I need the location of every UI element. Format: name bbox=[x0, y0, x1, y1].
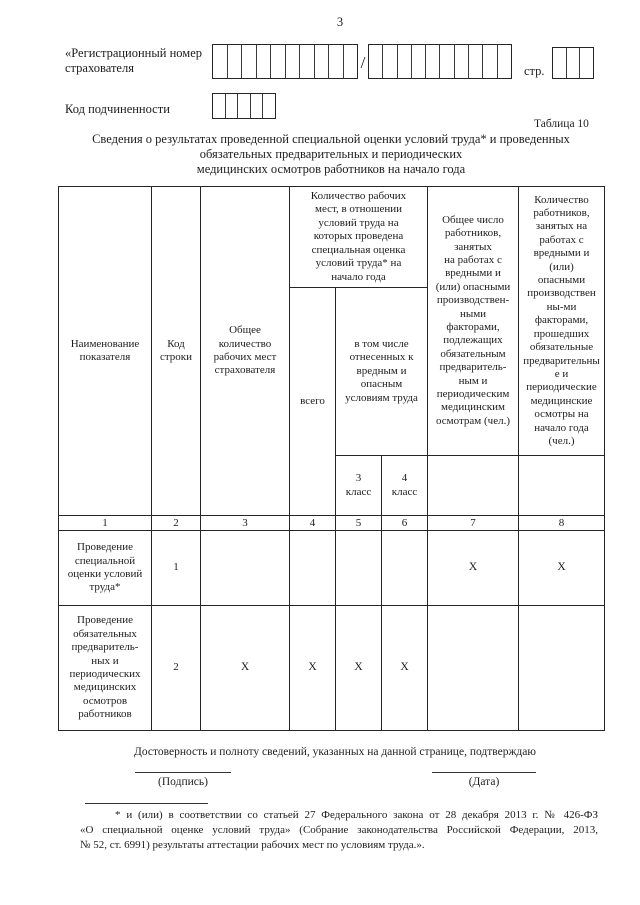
date-caption: (Дата) bbox=[468, 776, 500, 788]
registration-number-cell[interactable] bbox=[329, 45, 344, 78]
cell-assessed-total[interactable] bbox=[290, 531, 336, 606]
registration-number-cell[interactable] bbox=[257, 45, 272, 78]
registration-number-suffix-field[interactable] bbox=[368, 44, 512, 79]
registration-number-suffix-cell[interactable] bbox=[398, 45, 412, 78]
cell-class-4[interactable] bbox=[382, 531, 428, 606]
cell-class-3[interactable] bbox=[336, 531, 382, 606]
subordination-code-cell[interactable] bbox=[226, 94, 239, 118]
header-total-workplaces: Общее количество рабочих мест страхователя bbox=[201, 187, 290, 516]
row-code: 1 bbox=[152, 531, 201, 606]
header-row bbox=[59, 187, 605, 288]
registration-number-suffix-cell[interactable] bbox=[369, 45, 383, 78]
cell-class-4: Х bbox=[382, 606, 428, 731]
registration-number-cell[interactable] bbox=[228, 45, 243, 78]
subordination-code-cell[interactable] bbox=[251, 94, 264, 118]
column-number: 8 bbox=[519, 516, 605, 531]
subordination-code-cell[interactable] bbox=[213, 94, 226, 118]
subordination-code-field[interactable] bbox=[212, 93, 276, 119]
registration-number-suffix-cell[interactable] bbox=[426, 45, 440, 78]
row-name: Проведение обязательных предваритель- ных и периодических медицинских осмотров работников bbox=[59, 606, 152, 731]
column-number-row bbox=[59, 516, 605, 531]
footnote-separator bbox=[85, 803, 208, 804]
header-indicator-name: Наименование показателя bbox=[59, 187, 152, 516]
page-number: 3 bbox=[336, 15, 344, 29]
page-number-cell[interactable] bbox=[580, 48, 593, 78]
column-number: 6 bbox=[382, 516, 428, 531]
table-row bbox=[59, 531, 605, 606]
registration-number-cell[interactable] bbox=[315, 45, 330, 78]
signature-line[interactable] bbox=[135, 772, 231, 773]
header-class-4: 4 класс bbox=[382, 456, 428, 516]
column-number: 4 bbox=[290, 516, 336, 531]
footnote-line: «О специальной оценке условий труда» (Собрание законодательства Российской Федерации, 2013, bbox=[80, 824, 598, 836]
registration-number-field[interactable] bbox=[212, 44, 358, 79]
registration-number-suffix-cell[interactable] bbox=[498, 45, 511, 78]
registration-number-cell[interactable] bbox=[242, 45, 257, 78]
registration-number-cell[interactable] bbox=[344, 45, 358, 78]
header-workers-passed-exams: Количество работников, занятых на работах с вредными и (или) опасными производствен ны-ми факторами, прошедших обязательные предварительны е и периодические медицинские осмотры на начало года (чел.) bbox=[519, 187, 605, 456]
cell-total-workplaces: Х bbox=[201, 606, 290, 731]
footnote-line: № 52, ст. 6991) результаты аттестации рабочих мест по условиям труда.». bbox=[80, 839, 425, 851]
page-number-field[interactable] bbox=[552, 47, 594, 79]
row-code: 2 bbox=[152, 606, 201, 731]
row-name: Проведение специальной оценки условий труда* bbox=[59, 531, 152, 606]
registration-number-suffix-cell[interactable] bbox=[469, 45, 483, 78]
registration-number-cell[interactable] bbox=[286, 45, 301, 78]
subordination-code-cell[interactable] bbox=[238, 94, 251, 118]
cell-class-3: Х bbox=[336, 606, 382, 731]
certification-statement: Достоверность и полноту сведений, указанных на данной странице, подтверждаю bbox=[134, 746, 536, 758]
header-blank-cell bbox=[428, 456, 519, 516]
registration-number-suffix-cell[interactable] bbox=[483, 45, 497, 78]
registration-number-cell[interactable] bbox=[213, 45, 228, 78]
page-number-cell[interactable] bbox=[567, 48, 581, 78]
subordination-code-cell[interactable] bbox=[263, 94, 275, 118]
header-blank-cell bbox=[519, 456, 605, 516]
column-number: 7 bbox=[428, 516, 519, 531]
registration-number-suffix-cell[interactable] bbox=[440, 45, 454, 78]
table-caption: Таблица 10 bbox=[534, 118, 589, 130]
registration-number-label: «Регистрационный номер страхователя bbox=[65, 46, 202, 75]
page-title: Сведения о результатах проведенной специальной оценки условий труда* и проведенных обязательных предварительных и периодических медицинских осмотров работников на начало года bbox=[92, 132, 570, 176]
registration-separator: / bbox=[360, 53, 366, 72]
column-number: 3 bbox=[201, 516, 290, 531]
column-number: 5 bbox=[336, 516, 382, 531]
date-line[interactable] bbox=[432, 772, 536, 773]
header-line-code: Код строки bbox=[152, 187, 201, 516]
column-number: 1 bbox=[59, 516, 152, 531]
header-assessed-workplaces: Количество рабочих мест, в отношении условий труда на которых проведена специальная оценка условий труда* на начало года bbox=[290, 187, 428, 288]
registration-number-suffix-cell[interactable] bbox=[455, 45, 469, 78]
cell-total-workplaces[interactable] bbox=[201, 531, 290, 606]
header-workers-subject-to-exams: Общее число работников, занятых на работах с вредными и (или) опасными производствен- ными факторами, подлежащих обязательным предваритель- ным и периодическим медицинским осмотрам (чел.) bbox=[428, 187, 519, 456]
footnote bbox=[80, 808, 598, 853]
subordination-code-label: Код подчиненности bbox=[65, 102, 170, 116]
column-number: 2 bbox=[152, 516, 201, 531]
header-assessed-total: всего bbox=[290, 288, 336, 516]
registration-number-suffix-cell[interactable] bbox=[412, 45, 426, 78]
table-row bbox=[59, 606, 605, 731]
registration-number-cell[interactable] bbox=[271, 45, 286, 78]
signature-caption: (Подпись) bbox=[158, 776, 208, 788]
data-table bbox=[58, 186, 605, 731]
page-number-cell[interactable] bbox=[553, 48, 567, 78]
page-field-label: стр. bbox=[524, 64, 545, 78]
cell-assessed-total: Х bbox=[290, 606, 336, 731]
footnote-line: * и (или) в соответствии со статьей 27 Федерального закона от 28 декабря 2013 г. № 426-ФЗ bbox=[115, 809, 598, 821]
cell-workers-subject-to-exams[interactable] bbox=[428, 606, 519, 731]
registration-number-cell[interactable] bbox=[300, 45, 315, 78]
header-harmful-conditions: в том числе отнесенных к вредным и опасным условиям труда bbox=[336, 288, 428, 456]
cell-workers-passed-exams: Х bbox=[519, 531, 605, 606]
header-class-3: 3 класс bbox=[336, 456, 382, 516]
registration-number-suffix-cell[interactable] bbox=[383, 45, 397, 78]
cell-workers-passed-exams[interactable] bbox=[519, 606, 605, 731]
cell-workers-subject-to-exams: Х bbox=[428, 531, 519, 606]
